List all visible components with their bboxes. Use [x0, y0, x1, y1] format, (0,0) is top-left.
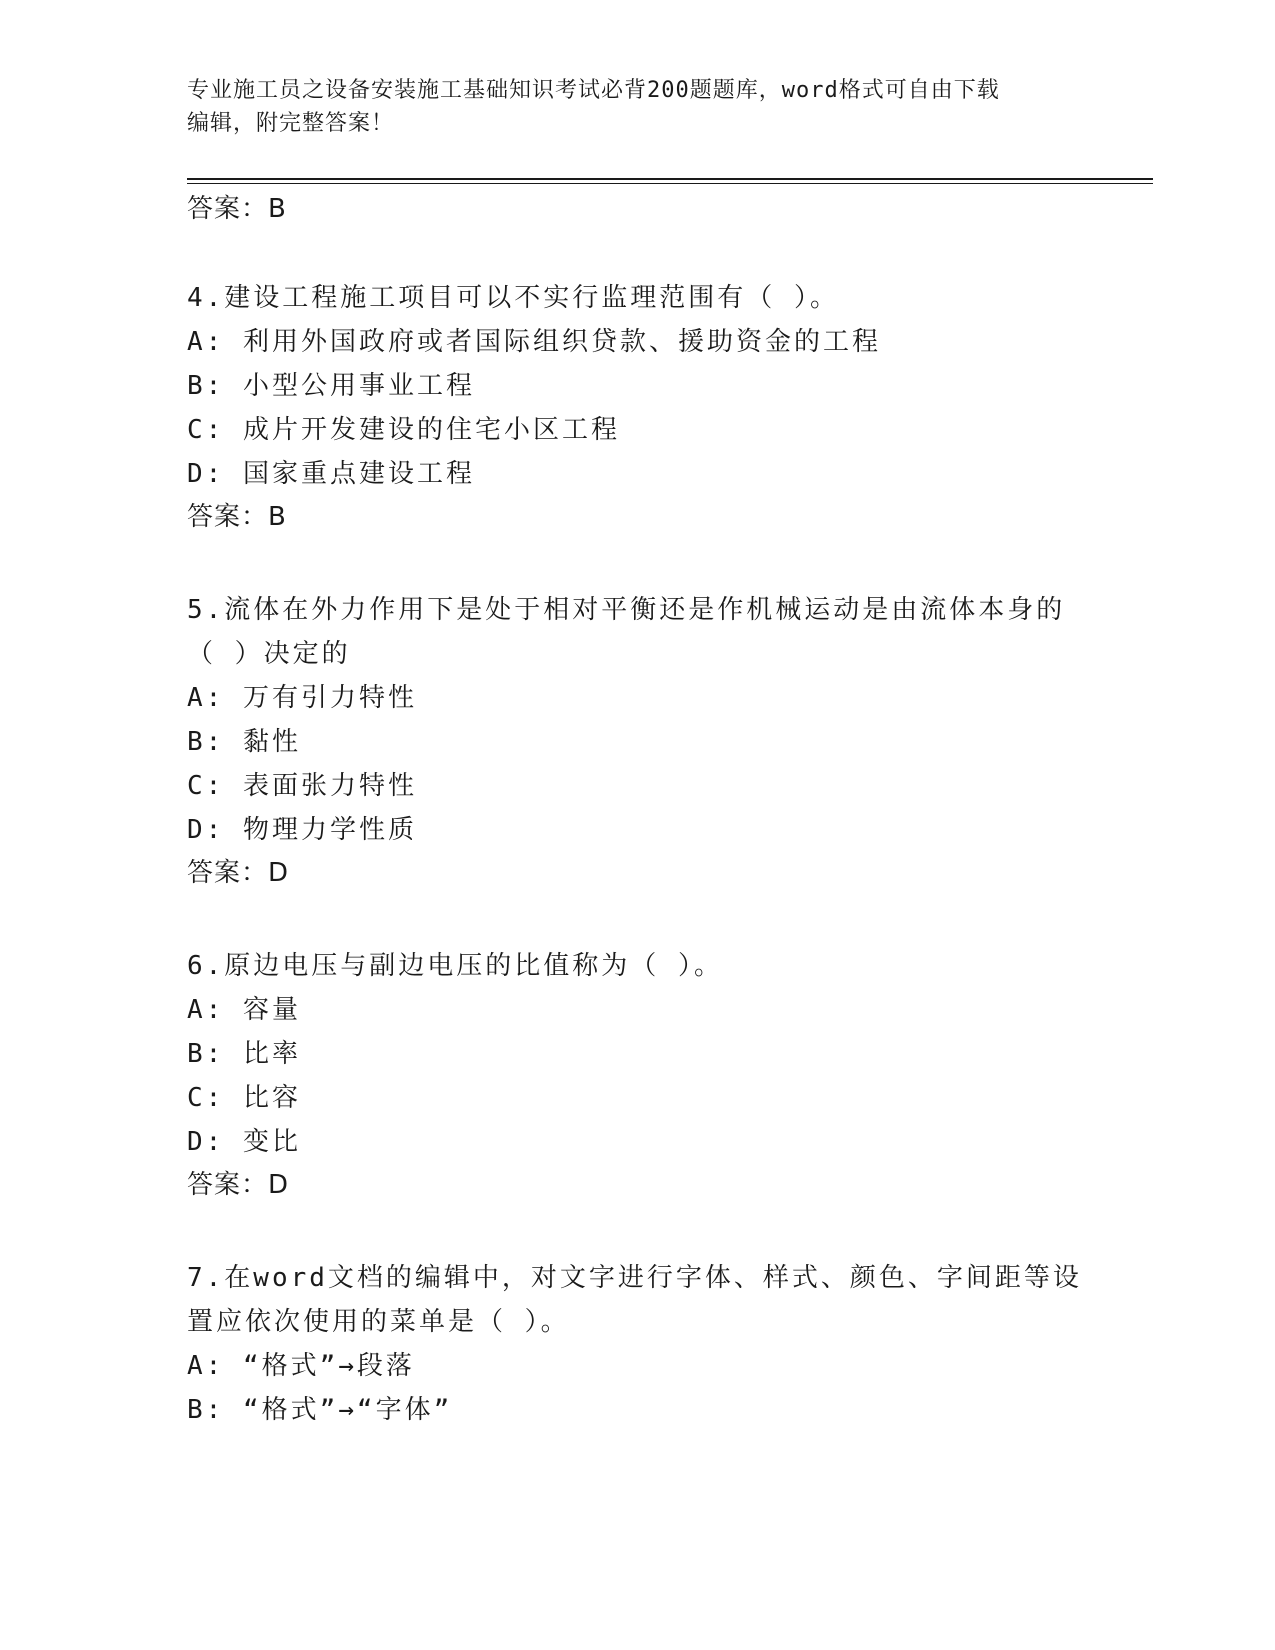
question-4-option-b: B: 小型公用事业工程 [187, 371, 475, 401]
document-header [187, 74, 1067, 140]
question-6-option-b: B: 比率 [187, 1039, 301, 1069]
question-5-text-line-2: （ ）决定的 [187, 639, 351, 669]
header-title-line-2: 编辑，附完整答案！ [187, 111, 395, 136]
question-6-option-d: D: 变比 [187, 1127, 301, 1157]
question-6-option-c: C: 比容 [187, 1083, 301, 1113]
question-4-text: 4.建设工程施工项目可以不实行监理范围有（ ）。 [187, 283, 839, 313]
question-4-option-a: A: 利用外国政府或者国际组织贷款、援助资金的工程 [187, 327, 881, 357]
question-5-option-d: D: 物理力学性质 [187, 815, 417, 845]
question-4-option-d: D: 国家重点建设工程 [187, 459, 475, 489]
question-7-option-a: A: “格式”→段落 [187, 1351, 415, 1381]
question-5-option-c: C: 表面张力特性 [187, 771, 417, 801]
question-6-answer: 答案：D [187, 1170, 290, 1200]
answer-previous: 答案：B [187, 194, 287, 224]
header-rule-thick [187, 178, 1153, 180]
header-rule-thin [187, 183, 1153, 184]
question-4-option-c: C: 成片开发建设的住宅小区工程 [187, 415, 620, 445]
question-5-text-line-1: 5.流体在外力作用下是处于相对平衡还是作机械运动是由流体本身的 [187, 595, 1066, 625]
question-7-text-line-1: 7.在word文档的编辑中，对文字进行字体、样式、颜色、字间距等设 [187, 1263, 1082, 1293]
question-5-option-a: A: 万有引力特性 [187, 683, 417, 713]
question-5-answer: 答案：D [187, 858, 290, 888]
question-7-text-line-2: 置应依次使用的菜单是（ ）。 [187, 1307, 570, 1337]
question-4-answer: 答案：B [187, 502, 287, 532]
question-6-text: 6.原边电压与副边电压的比值称为（ ）。 [187, 951, 723, 981]
header-title-line-1: 专业施工员之设备安装施工基础知识考试必背200题题库，word格式可自由下载 [187, 78, 1000, 103]
question-5-option-b: B: 黏性 [187, 727, 301, 757]
question-7-option-b: B: “格式”→“字体” [187, 1395, 453, 1425]
question-6-option-a: A: 容量 [187, 995, 301, 1025]
